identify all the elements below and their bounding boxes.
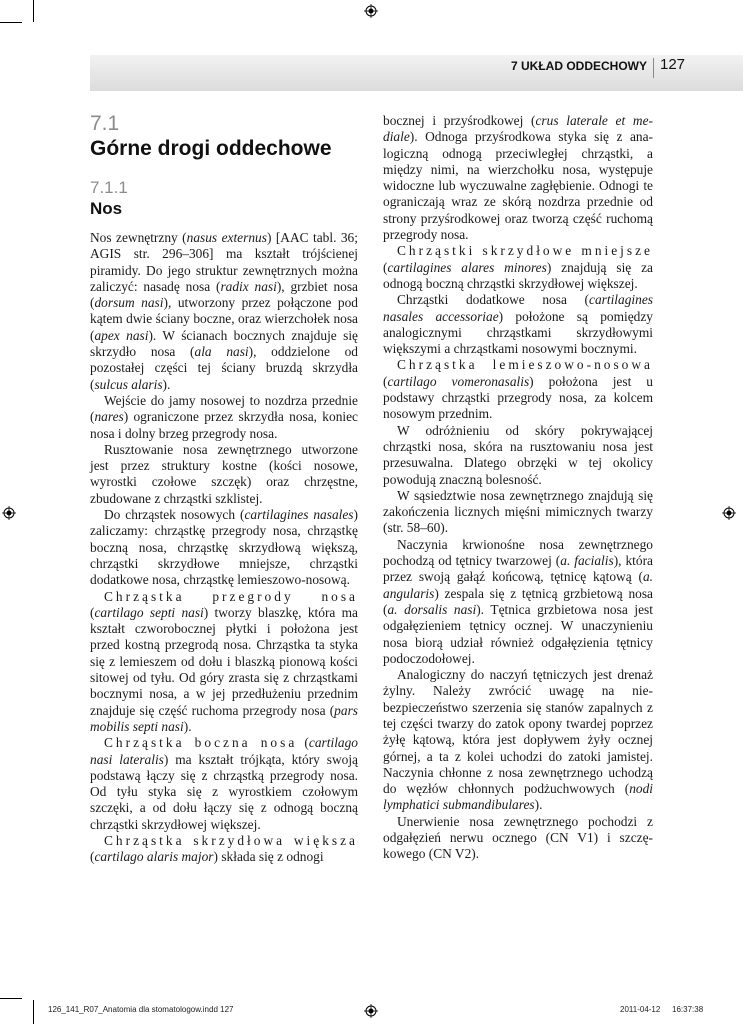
paragraph: Analogiczny do naczyń tętniczych jest drenaż żylny. Należy zwrócić uwagę na niebezpieczeństwo szerzenia się stanów zapalnych z tej części twarzy do zatok opony twardej poprzez żyłę kątową, która jest dopływem żyły ocznej górnej, a ta z kolei uchodzi do zatoki jamistej. Naczynia chłonne z nosa zewnętrznego uchodzą do węzłów chłonnych podżuchwowych (nodi lymphatici submandibulares).: [383, 667, 653, 813]
paragraph: Chrząstka przegrody nosa (cartilago septi nasi) tworzy blaszkę, która ma kształt czworobocznej płytki i położona jest przed kostną przegrodą nosa. Chrząstka ta styka się z lemieszem od dołu i blaszką pionową kości sitowej od tyłu. Od góry zrasta się z chrząstkami bocznymi nosa, a w jej przedłużeniu przednim znajduje się część ruchoma przegrody nosa (pars mobilis septi nasi).: [90, 588, 358, 734]
page-number: 127: [660, 56, 686, 73]
paragraph: Chrząstka skrzydłowa większa (cartilago alaris major) składa się z odnogi: [90, 832, 358, 865]
paragraph: W sąsiedztwie nosa zewnętrznego znajdują się zakończenia licznych mięśni mimicznych twarzy (str. 58–60).: [383, 487, 653, 536]
crop-mark: [0, 998, 22, 999]
crop-mark: [33, 0, 34, 22]
paragraph: bocznej i przyśrodkowej (crus laterale et mediale). Odnoga przyśrodkowa styka się z analogiczną odnogą przeciwległej chrząstki, a między nimi, na wierzchołku nosa, występuje widoczne lub wyczuwalne zagłębienie. Odnogi te ograniczają wraz ze skórą nozdrza przednie od strony przyśrodkowej oraz tworzą część ruchomą przegrody nosa.: [383, 113, 653, 243]
paragraph: Unerwienie nosa zewnętrznego pochodzi z odgałęzień nerwu ocznego (CN V1) i szczękowego (CN V2).: [383, 813, 653, 862]
print-slug-time: 16:37:38: [672, 1005, 704, 1014]
registration-mark-icon: [364, 4, 378, 18]
paragraph: Nos zewnętrzny (nasus externus) [AAC tabl. 36; AGIS str. 296–306] ma kształt trójścienej piramidy. Do jego struktur zewnętrznych można zaliczyć: nasadę nosa (radix nasi), grzbiet nosa (dorsum nasi), utworzony przez połączone pod kątem dwie ściany boczne, oraz wierzchołek nosa (apex nasi). W ścianach bocznych znajduje się skrzydło nosa (ala nasi), oddzielone od pozostałej części tej ściany bruzdą skrzydła (sulcus alaris).: [90, 230, 358, 392]
paragraph: Do chrząstek nosowych (cartilagines nasales) zaliczamy: chrząstkę przegrody nosa, chrząstkę boczną nosa, chrząstkę skrzydłową większą, chrząstki skrzydłowe mniejsze, chrząstki dodatkowe nosa, chrząstkę lemieszowo-nosową.: [90, 507, 358, 588]
section-title: Górne drogi oddechowe: [90, 137, 332, 160]
subsection-number: 7.1.1: [90, 178, 128, 197]
paragraph: Chrząstki skrzydłowe mniejsze (cartilagines alares minores) znajdują się za odnogą boczną chrząstki skrzydłowej większej.: [383, 243, 653, 291]
registration-mark-icon: [722, 506, 736, 520]
paragraph: Chrząstka boczna nosa (cartilago nasi lateralis) ma kształt trójkąta, który swoją podstawą łączy się z chrząstką przegrody nosa. Od tyłu styka się z wyrostkiem czołowym szczęki, a od dołu łączy się z odnogą boczną chrząstki skrzydłowej większej.: [90, 735, 359, 832]
paragraph: W odróżnieniu od skóry pokrywającej chrząstki nosa, skóra na rusztowaniu nosa jest przesuwalna. Dlatego obrzęki w tej okolicy powodują znaczną bolesność.: [383, 422, 653, 487]
subsection-title: Nos: [90, 199, 123, 218]
print-slug-file: 126_141_R07_Anatomia dla stomatologow.indd 127: [48, 1005, 234, 1014]
paragraph: Rusztowanie nosa zewnętrznego utworzone jest przez struktury kostne (kości nosowe, wyrostki czołowe szczęk) oraz chrzęstne, zbudowane z chrząstki szklistej.: [90, 441, 358, 506]
registration-mark-icon: [2, 506, 16, 520]
left-column: [90, 112, 358, 866]
crop-mark: [33, 1000, 34, 1024]
paragraph: Chrząstki dodatkowe nosa (cartilagines nasales accessoriae) położone są pomiędzy analogicznymi chrząstkami skrzydłowymi większymi a chrząstkami nosowymi bocznymi.: [383, 292, 654, 357]
print-slug-date: 2011-04-12: [620, 1005, 661, 1014]
section-number: 7.1: [90, 112, 120, 135]
header-divider: [653, 58, 654, 78]
crop-mark: [0, 22, 22, 23]
chapter-title: 7 UKŁAD ODDECHOWY: [510, 59, 647, 73]
right-column: [383, 113, 653, 863]
paragraph: Chrząstka lemieszowo-nosowa (cartilago vomeronasalis) położona jest u podstawy chrząstki przegrody nosa, za kolcem nosowym przednim.: [383, 357, 653, 422]
paragraph: Wejście do jamy nosowej to nozdrza przednie (nares) ograniczone przez skrzydła nosa, koniec nosa i dolny brzeg przegrody nosa.: [90, 392, 358, 441]
paragraph: Naczynia krwionośne nosa zewnętrznego pochodzą od tętnicy twarzowej (a. facialis), która przez swoją gałąź końcową, tętnicę kątową (a. angularis) zespala się z tętnicą grzbietową nosa (a. dorsalis nasi). Tętnica grzbietowa nosa jest odgałęzieniem tętnicy ocznej. W unaczynieniu nosa biorą udział również odgałęzienia tętnicy podoczodołowej.: [383, 536, 653, 666]
registration-mark-icon: [364, 1004, 378, 1018]
